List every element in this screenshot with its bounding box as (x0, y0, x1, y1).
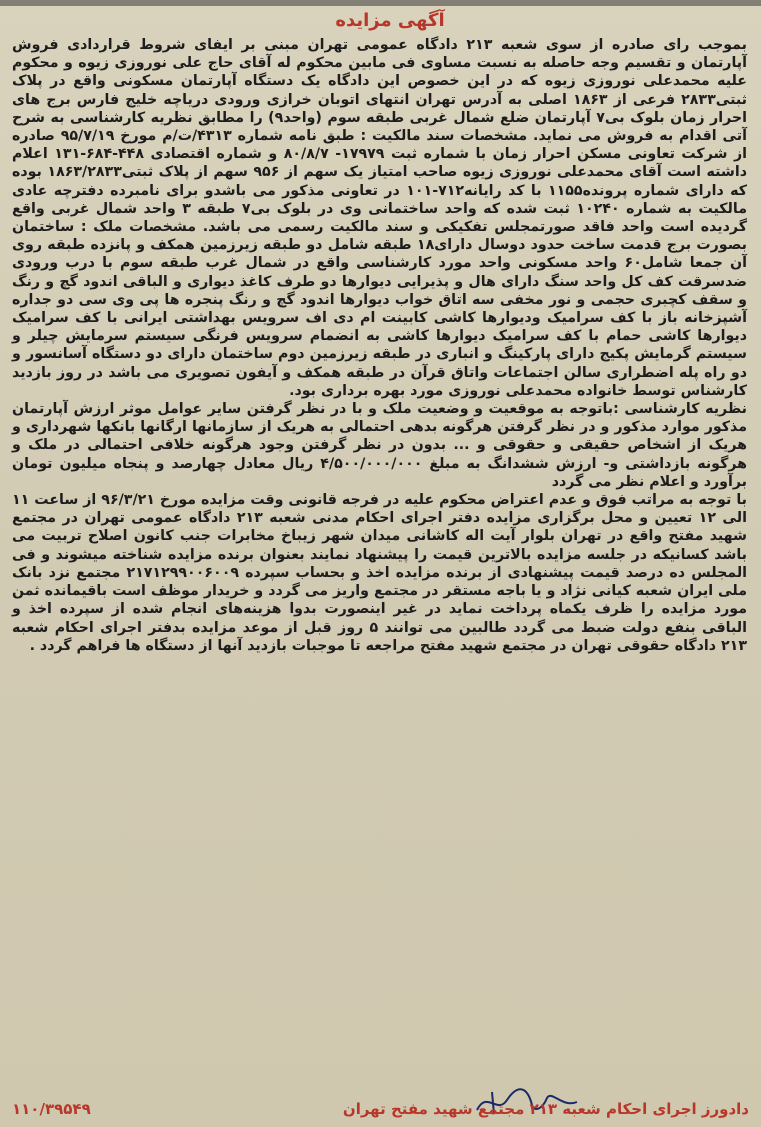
footer (0, 1098, 761, 1126)
paragraph-expert-opinion: نظریه کارشناسی :باتوجه به موقعیت و وضعیت ملک و با در نظر گرفتن سایر عوامل موثر ارزش آپارتمان مذکور موارد مذکور و در نظر گرفتن هرگونه بدهی احتمالی به هریک از سازمانها ارگانها بانکها شهرداری و هریک از اشخاص حقیقی و حقوقی و ... بدون در نظر گرفتن وجود هرگونه خلافی احتمالی در ملک و هرگونه بازداشتی و- ارزش ششدانگ به مبلغ ۴/۵۰۰/۰۰۰/۰۰۰ ریال معادل چهارصد و پنجاه میلیون تومان برآورد و اعلام نظر می گردد (12, 401, 747, 490)
paragraph-property-description: بموجب رای صادره از سوی شعبه ۲۱۳ دادگاه عمومی تهران مبنی بر ایفای شروط قراردادی فروش آپارتمان و تقسیم وجه حاصله به نسبت مساوی فی مابین محکوم له آقای حاج علی نوروزی زیوه و محکوم علیه محمدعلی نوروزی زیوه که در این خصوص این دادگاه یک دستگاه آپارتمان مسکونی واقع در پلاک ثبتی۲۸۳۳ فرعی از ۱۸۶۳ اصلی به آدرس تهران انتهای اتوبان خرازی ورودی دریاچه خلیج فارس برج های احرار زمان بلوک بی۷ آپارتمان ضلع شمال غربی طبقه سوم (واحد۹) را مطابق نظریه کارشناسی به شرح آتی اقدام به فروش می نماید. مشخصات سند مالکیت : طبق نامه شماره ۴۳۱۳/ت/م مورخ ۹۵/۷/۱۹ صادره از شرکت تعاونی مسکن احرار زمان با شماره ثبت ۱۷۹۷۹- ۸۰/۸/۷ و شماره اقتصادی ۴۴۸-۶۸۴-۱۳۱ اعلام داشته است آقای محمدعلی نوروزی زیوه صاحب امتیاز یک سهم از ۹۵۶ سهم از پلاک ثبتی۱۸۶۳/۲۸۳۳ بوده که دارای شماره پرونده۱۱۵۵ با کد رایانه۷۱۲-۱۰۱ در تعاونی مذکور می باشدو برای نامبرده دفترچه عادی مالکیت به شماره ۱۰۲۴۰ ثبت شده که واحد ساختمانی وی در بلوک بی۷ طبقه ۳ واحد شمال غربی واقع گردیده است واحد فاقد صورتمجلس تفکیکی و سند مالکیت رسمی می باشد. مشخصات ملک : ساختمان بصورت برج قدمت ساخت حدود دوسال دارای۱۸ طبقه شامل دو طبقه زیرزمین همکف و پانزده طبقه روی آن جمعا شامل۶۰ واحد مسکونی واحد مورد کارشناسی واقع در شمال غرب طبقه سوم با درب ورودی ضدسرقت کف کل واحد سنگ دارای هال و پذیرایی دیوارها دو طرف کاغذ دیواری و الباقی اندود گچ و رنگ و سقف کچبری حجمی و نور مخفی سه اتاق خواب دیوارها اندود گچ و رنگ پنجره ها پی وی سی دو جداره آشپزخانه باز با کف سرامیک ودیوارها کاشی کابینت ام دی اف سرویس بهداشتی ایرانی با کف سرامیک دیوارها کاشی حمام با کف سرامیک دیوارها کاشی به انضمام سرویس فرنگی سیستم سرمایش چیلر و سیستم گرمایش پکیج دارای پارکینگ و انباری در طبقه زیرزمین دوم ساختمان دارای دو دستگاه آسانسور و دو راه پله اضطراری سالن اجتماعات واتاق قرآن در طبقه همکف و آیفون تصویری می باشد در روز بازدید کارشناس توسط خانواده محمدعلی نوروزی مورد بهره برداری بود. (12, 37, 748, 399)
top-border (0, 0, 761, 6)
notice-body (12, 36, 747, 1091)
issuer-signature-line: دادورز اجرای احکام شعبه ۲۱۳ مجتمع شهید مفتح تهران (342, 1100, 749, 1118)
notice-title: آگهی مزایده (335, 9, 445, 31)
reference-number: ۱۱۰/۳۹۵۴۹ (12, 1100, 91, 1118)
title-bar (325, 7, 455, 33)
paragraph-auction-terms: با توجه به مراتب فوق و عدم اعتراض محکوم علیه در فرجه قانونی وقت مزایده مورخ ۹۶/۳/۲۱ از ساعت ۱۱ الی ۱۲ تعیین و محل برگزاری مزایده دفتر اجرای احکام مدنی شعبه ۲۱۳ دادگاه عمومی تهران در مجتمع شهید مفتح واقع در تهران بلوار آیت اله کاشانی میدان شهر زیباخ مخابرات جنب کانون اصلاح تربیت می باشد کسانیکه در جلسه مزایده بالاترین قیمت را پیشنهاد نمایند بعنوان برنده مزایده شناخته میشوند و فی المجلس ده درصد قیمت پیشنهادی از برنده مزایده اخذ و بحساب سپرده ۲۱۷۱۲۹۹۰۰۶۰۰۹ مجتمع نزد بانک ملی ایران شعبه کیانی نژاد و یا باجه مستقر در مجتمع واریز می گردد و خریدار موظف است باقیمانده ثمن مورد مزایده را ظرف یکماه پرداخت نماید در غیر اینصورت بدوا هزینه‌های انجام شده از سپرده اخذ و الباقی بنفع دولت ضبط می گردد طالبین می توانند ۵ روز قبل از موعد مزایده بدفتر اجرای احکام شعبه ۲۱۳ دادگاه حقوقی تهران در مجتمع شهید مفتح مراجعه تا موجبات بازدید آنها از دستگاه ها فراهم گردد . (12, 492, 748, 654)
